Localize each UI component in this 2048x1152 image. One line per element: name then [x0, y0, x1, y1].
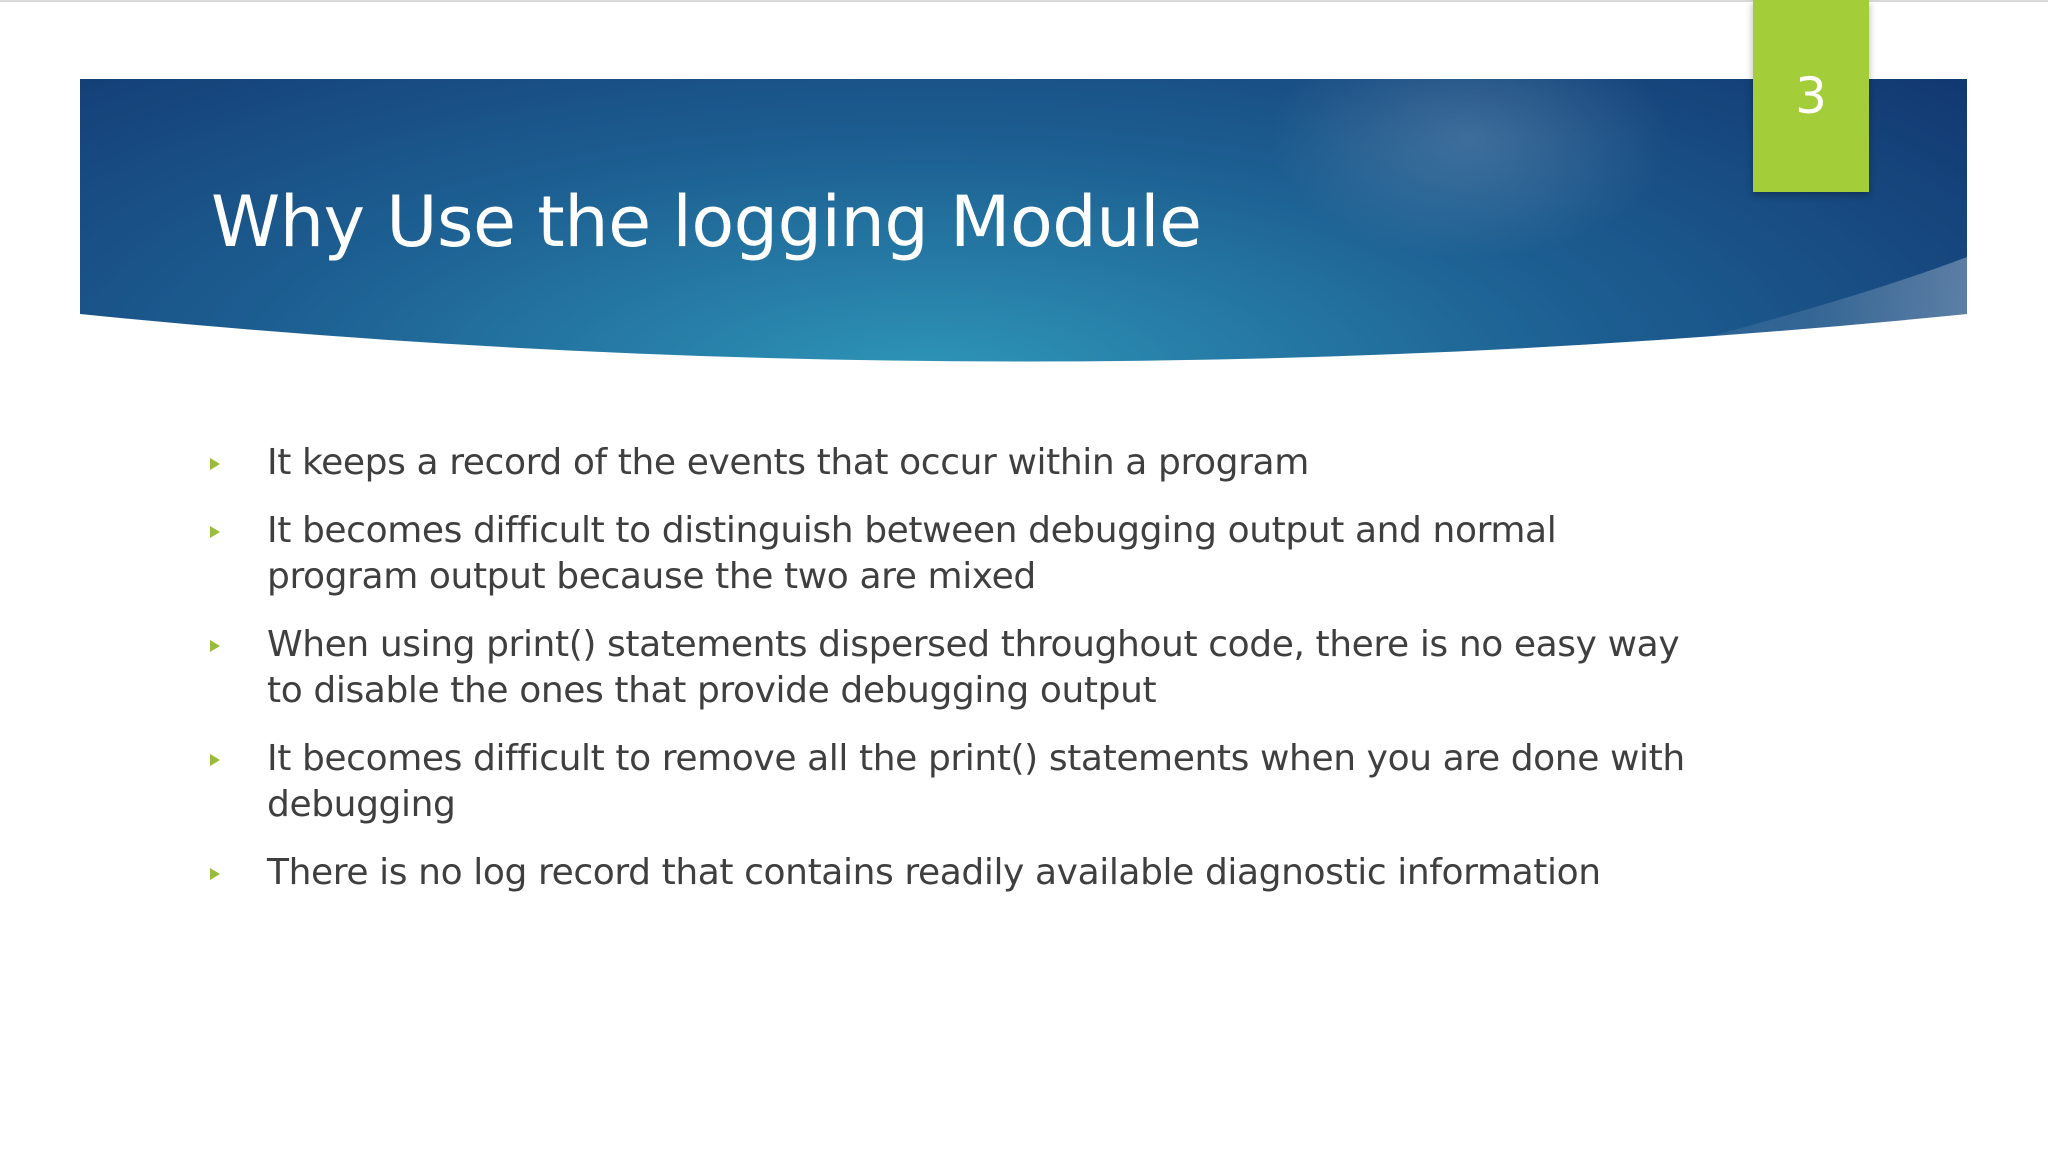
bullet-item	[208, 440, 1688, 486]
bullet-text: It becomes difficult to remove all the print() statements when you are done with debugging	[267, 738, 1685, 825]
bullet-item	[208, 850, 1688, 896]
bullet-item	[208, 622, 1688, 714]
bullet-item	[208, 508, 1688, 600]
bullet-item	[208, 736, 1688, 828]
bullet-text: There is no log record that contains readily available diagnostic information	[267, 852, 1601, 893]
bullet-arrow-icon	[210, 868, 220, 880]
slide-number-tab	[1753, 0, 1869, 192]
bullet-text: It keeps a record of the events that occur within a program	[267, 442, 1309, 483]
bullet-arrow-icon	[210, 458, 220, 470]
bullet-list	[208, 440, 1688, 918]
bullet-arrow-icon	[210, 754, 220, 766]
bullet-text: It becomes difficult to distinguish between debugging output and normal program output because the two are mixed	[267, 510, 1557, 597]
bullet-arrow-icon	[210, 640, 220, 652]
slide-top-rule	[0, 0, 2048, 2]
bullet-arrow-icon	[210, 526, 220, 538]
bullet-text: When using print() statements dispersed throughout code, there is no easy way to disable the ones that provide debugging output	[267, 624, 1680, 711]
slide-title: Why Use the logging Module	[211, 181, 1202, 263]
slide-number: 3	[1795, 67, 1827, 125]
